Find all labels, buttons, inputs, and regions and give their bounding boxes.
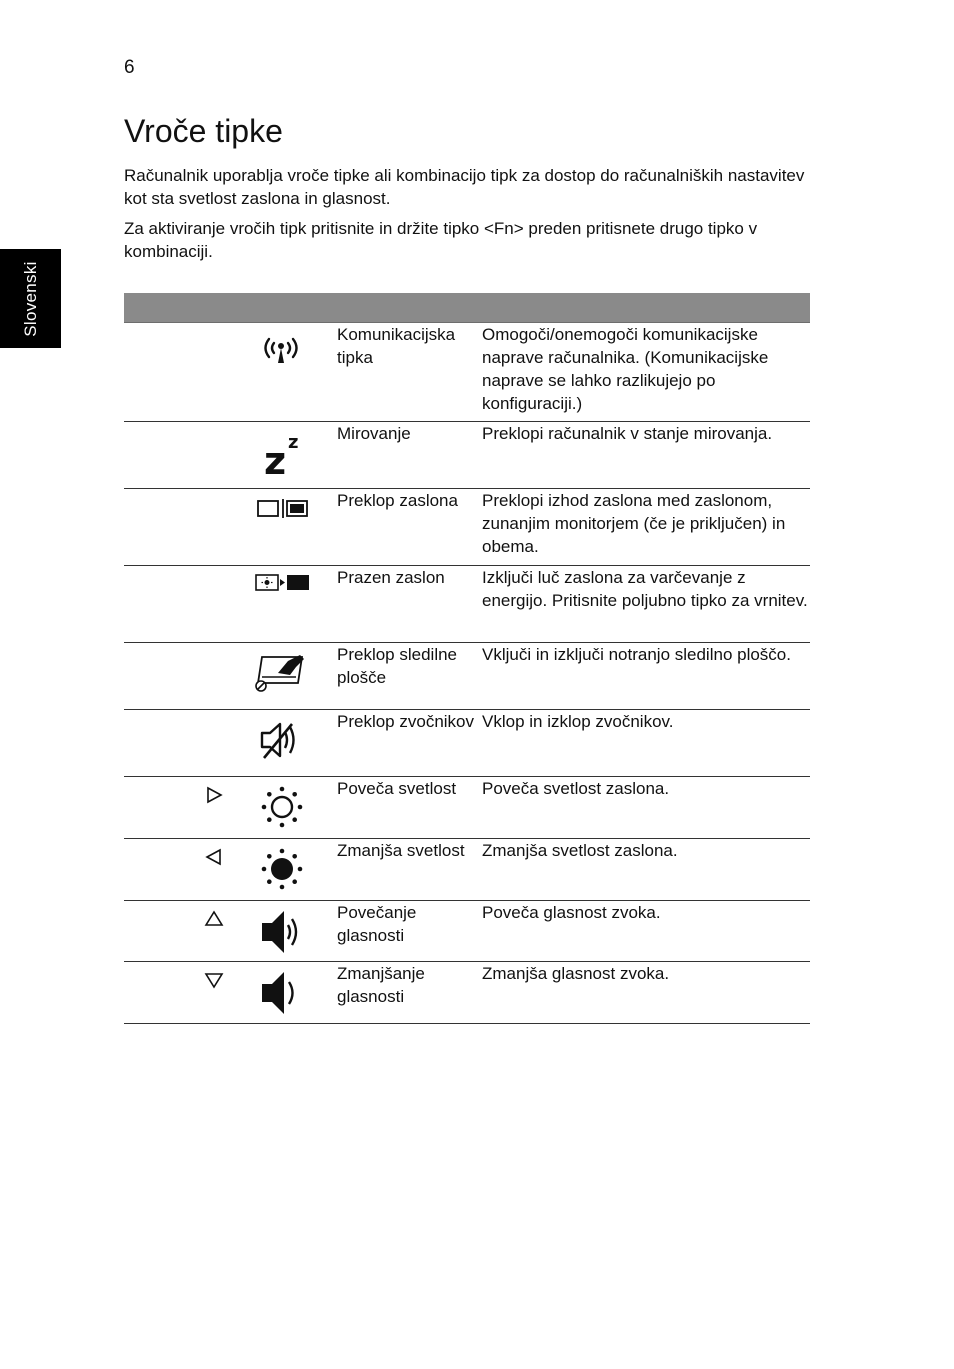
arrow-right-icon xyxy=(202,785,226,805)
sleep-icon xyxy=(252,428,310,480)
hotkey-name: Komunikacijska tipka xyxy=(337,325,456,367)
table-row xyxy=(124,566,810,643)
hotkey-name: Preklop sledilne plošče xyxy=(337,645,458,687)
table-row xyxy=(124,901,810,962)
svg-text:z: z xyxy=(264,439,287,480)
display-toggle-icon xyxy=(252,495,310,547)
hotkey-description: Zmanjša glasnost zvoka. xyxy=(482,964,670,983)
arrow-up-icon xyxy=(202,909,226,929)
intro-paragraph-1: Računalnik uporablja vroče tipke ali kombinacijo tipk za dostop do računalniških nastavitev kot sta svetlost zaslona in glasnost. xyxy=(124,166,805,208)
table-row xyxy=(124,323,810,422)
volume-down-icon xyxy=(252,968,310,1020)
brightness-up-icon xyxy=(252,783,310,835)
table-row xyxy=(124,839,810,901)
table-header xyxy=(124,293,810,323)
table-row xyxy=(124,422,810,489)
hotkey-name: Povečanje glasnosti xyxy=(337,903,417,945)
hotkey-description: Vključi in izključi notranjo sledilno ploščo. xyxy=(482,645,791,664)
table-row xyxy=(124,710,810,777)
speaker-mute-icon xyxy=(252,716,310,768)
intro-paragraph-2: Za aktiviranje vročih tipk pritisnite in držite tipko <Fn> preden pritisnete drugo tipko v kombinaciji. xyxy=(124,219,758,261)
hotkey-description: Vklop in izklop zvočnikov. xyxy=(482,712,674,731)
page-title: Vroče tipke xyxy=(124,113,283,149)
hotkey-description: Omogoči/onemogoči komunikacijske naprave računalnika. (Komunikacijske naprave se lahko razlikujejo po konfiguraciji.) xyxy=(482,325,769,413)
table-row xyxy=(124,962,810,1024)
touchpad-toggle-icon xyxy=(252,649,310,701)
wireless-icon xyxy=(252,329,310,381)
hotkey-description: Poveča glasnost zvoka. xyxy=(482,903,661,922)
arrow-left-icon xyxy=(202,847,226,867)
language-tab-label: Slovenski xyxy=(20,260,40,337)
hotkey-name: Zmanjša svetlost xyxy=(337,841,465,860)
hotkey-name: Poveča svetlost xyxy=(337,779,457,798)
hotkey-description: Preklopi izhod zaslona med zaslonom, zunanjim monitorjem (če je priključen) in obema. xyxy=(482,491,786,556)
hotkey-name: Mirovanje xyxy=(337,424,411,443)
svg-text:z: z xyxy=(288,432,299,453)
table-row xyxy=(124,777,810,839)
hotkey-description: Izključi luč zaslona za varčevanje z energijo. Pritisnite poljubno tipko za vrnitev. xyxy=(482,568,808,610)
arrow-down-icon xyxy=(202,970,226,990)
page-number: 6 xyxy=(124,57,135,78)
brightness-down-icon xyxy=(252,845,310,897)
table-row xyxy=(124,643,810,710)
hotkey-name: Preklop zaslona xyxy=(337,491,458,510)
hotkey-name: Prazen zaslon xyxy=(337,568,445,587)
hotkey-name: Zmanjšanje glasnosti xyxy=(337,964,425,1006)
table-row xyxy=(124,489,810,566)
hotkey-description: Poveča svetlost zaslona. xyxy=(482,779,670,798)
hotkey-description: Zmanjša svetlost zaslona. xyxy=(482,841,678,860)
hotkey-description: Preklopi računalnik v stanje mirovanja. xyxy=(482,424,773,443)
hotkey-name: Preklop zvočnikov xyxy=(337,712,475,731)
volume-up-icon xyxy=(252,907,310,959)
hotkey-table xyxy=(124,293,810,1024)
language-tab xyxy=(0,249,61,348)
screen-blank-icon xyxy=(252,572,310,624)
